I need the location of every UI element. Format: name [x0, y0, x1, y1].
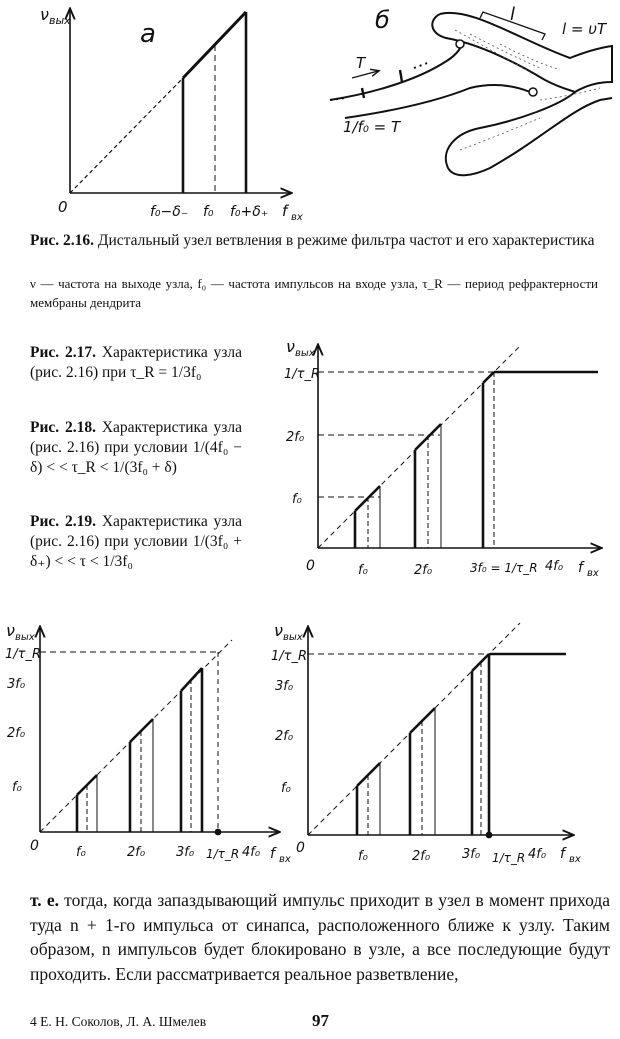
fig219-x-tick-4: 1/τ_R [492, 851, 526, 865]
fig216-graph-a [40, 5, 303, 223]
fig219-y-label: ν [274, 621, 283, 640]
fig218-segment-2 [130, 719, 153, 742]
fig219-x-label-sub: вх [569, 854, 581, 865]
fig216-node-1 [456, 40, 464, 48]
fig217-x-label: f [578, 560, 583, 576]
fig217-graph [284, 337, 600, 579]
fig216-x-tick-3: f₀+δ₊ [230, 204, 269, 220]
fig216-x-tick-1: f₀−δ₋ [150, 204, 189, 220]
fig219-segment-1 [357, 763, 380, 786]
fig216-x-label-sub: вх [291, 212, 303, 223]
fig219-y-tick-1: 1/τ_R [271, 649, 308, 664]
fig216-diagonal [70, 78, 183, 193]
fig216-axon-1 [330, 44, 462, 100]
fig217-x-tick-4: 4f₀ [545, 559, 564, 574]
fig217-y-label-sub: вых [295, 348, 315, 359]
fig219-y-tick-4: f₀ [281, 781, 291, 796]
fig216-label-period: 1/f₀ = T [343, 118, 401, 136]
fig217-x-tick-3: 3f₀ = 1/τ_R [470, 561, 538, 575]
fig218-graph [5, 621, 291, 865]
fig218-caption-text: Характеристика узла (рис. 2.16) при условии 1/(4f₀ − δ) < < τ_R < 1/(3f₀ + δ) [30, 419, 243, 476]
fig217-x-label-sub: вх [587, 568, 599, 579]
fig218-x-tick-3: 3f₀ [176, 845, 195, 860]
fig218-x-label: f [270, 846, 275, 862]
fig218-cutoff-dot [215, 829, 222, 836]
fig216-branch-upper [432, 14, 575, 92]
body-paragraph [30, 888, 610, 986]
fig218-y-tick-1: 1/τ_R [5, 647, 42, 662]
fig219-x-tick-1: f₀ [358, 849, 368, 864]
body-lead: т. е. [30, 890, 59, 910]
fig217-y-tick-2: 2f₀ [286, 430, 305, 445]
fig217-x-tick-1: f₀ [358, 563, 368, 578]
fig216-y-label: ν [40, 5, 49, 24]
fig216-x-tick-2: f₀ [203, 204, 214, 220]
fig217-y-tick-1: 1/τ_R [284, 367, 321, 382]
fig216-label-a: а [140, 19, 156, 49]
fig217-segment-3 [483, 372, 494, 383]
footer-signature: 4 Е. Н. Соколов, Л. А. Шмелев [30, 1014, 207, 1029]
fig217-origin: 0 [306, 558, 315, 574]
fig219-caption-text: Характеристика узла (рис. 2.16) при условии 1/(3f₀ + δ₊) < < τ < 1/3f₀ [30, 513, 243, 570]
fig219-origin: 0 [296, 840, 305, 856]
page-footer [30, 1011, 590, 1030]
fig219-y-tick-3: 2f₀ [275, 729, 294, 744]
fig218-y-label-sub: вых [15, 632, 35, 643]
fig217-caption [30, 343, 242, 383]
fig218-caption-num: Рис. 2.18. [30, 419, 96, 436]
fig218-x-tick-1: f₀ [76, 845, 86, 860]
fig216-label-l-eq: l = υT [562, 20, 607, 38]
fig218-x-label-sub: вх [279, 854, 291, 865]
fig218-y-tick-4: f₀ [12, 780, 22, 795]
fig218-origin: 0 [30, 838, 39, 854]
fig219-x-label: f [560, 846, 565, 862]
fig216-impulse-1 [362, 88, 364, 98]
fig216-caption [30, 230, 598, 251]
fig216-T-arrow [352, 71, 378, 78]
fig217-caption-text: Характеристика узла (рис. 2.16) при τ_R = 1/3f₀ [30, 344, 243, 381]
fig219-y-label-sub: вых [283, 632, 303, 643]
fig216-legend: ν — частота на выходе узла, f₀ — частота импульсов на входе узла, τ_R — период рефрактерности мембраны дендрита [30, 276, 598, 310]
fig218-x-tick-2: 2f₀ [127, 845, 146, 860]
fig219-caption [30, 512, 242, 572]
fig219-graph [271, 621, 581, 865]
fig216-graph-b [330, 4, 612, 175]
fig216-x-label: f [282, 202, 288, 220]
fig218-y-tick-3: 2f₀ [7, 726, 26, 741]
fig218-y-label: ν [6, 621, 15, 640]
fig216-dots-2 [414, 62, 430, 68]
fig218-x-tick-4: 1/τ_R [206, 847, 240, 861]
fig219-cutoff-dot [486, 832, 493, 839]
fig216-caption-num: Рис. 2.16. [30, 232, 95, 249]
fig216-y-label-sub: вых [49, 14, 71, 27]
fig217-y-label: ν [286, 337, 295, 356]
fig217-caption-num: Рис. 2.17. [30, 344, 96, 361]
fig219-caption-num: Рис. 2.19. [30, 513, 96, 530]
fig219-x-tick-2: 2f₀ [412, 849, 431, 864]
fig219-x-tick-3: 3f₀ [462, 847, 481, 862]
fig219-x-tick-5: 4f₀ [528, 847, 547, 862]
fig216-label-b: б [375, 6, 390, 34]
fig216-origin: 0 [58, 198, 68, 216]
page-number: 97 [312, 1011, 329, 1030]
fig216-axon-2 [345, 85, 530, 118]
fig218-y-tick-2: 3f₀ [7, 677, 26, 692]
fig216-node-2 [529, 88, 537, 96]
fig219-y-tick-2: 3f₀ [275, 679, 294, 694]
fig216-impulse-2 [400, 70, 402, 82]
fig216-caption-text: Дистальный узел ветвления в режиме фильтра частот и его характеристика [97, 232, 595, 249]
fig216-label-l: l [510, 4, 516, 25]
body-text: тогда, когда запаздывающий импульс приходит в узел в момент прихода туда n + 1-го импульса от синапса, расположенного ближе к узлу. Таким образом, n импульсов будет блокировано в узле, а все последующие будут проходить. Если рассматривается реальное разветвление, [30, 890, 610, 984]
fig217-x-tick-2: 2f₀ [414, 563, 433, 578]
fig217-y-tick-3: f₀ [292, 492, 302, 507]
fig218-caption [30, 418, 242, 478]
fig218-x-tick-5: 4f₀ [242, 845, 261, 860]
fig216-label-T: T [356, 54, 366, 72]
